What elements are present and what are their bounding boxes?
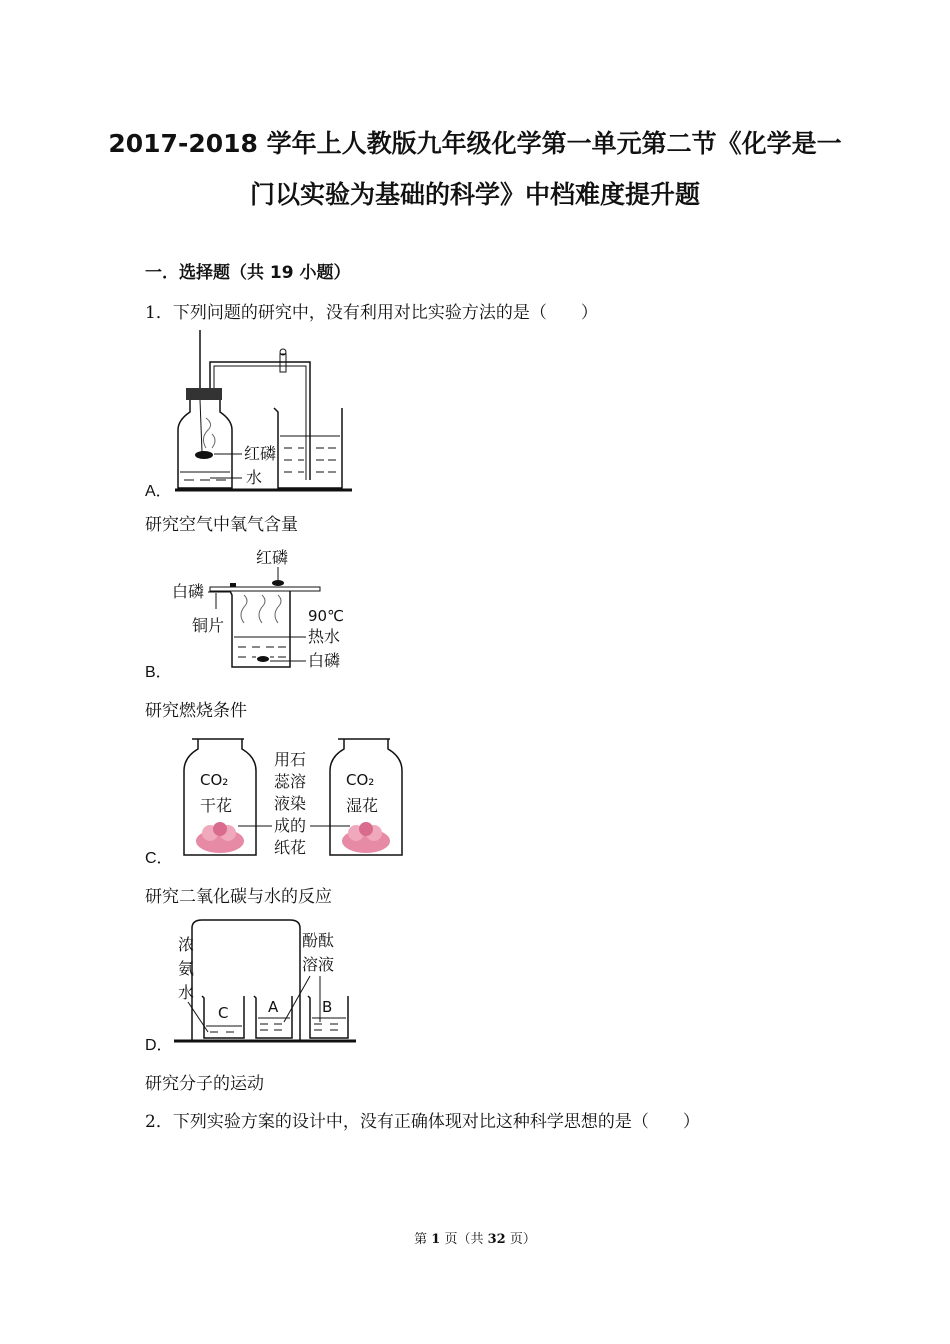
- label-wet-flower: 湿花: [346, 796, 379, 815]
- label-ammonia-1: 浓: [178, 935, 195, 954]
- label-phenol-2: 溶液: [302, 955, 335, 974]
- label-center-5: 纸花: [274, 838, 307, 857]
- option-c-letter: C．: [145, 850, 173, 867]
- footer-total-pages: 32: [487, 1232, 506, 1247]
- option-a-caption: 研究空气中氧气含量: [145, 515, 298, 535]
- figure-a-oxygen-apparatus: [170, 330, 360, 495]
- label-beaker-a: A: [268, 998, 279, 1016]
- flower-icon: [196, 822, 244, 853]
- label-center-2: 蕊溶: [274, 772, 307, 791]
- label-white-phosphorus-top: 白磷: [172, 582, 205, 601]
- label-co2-left: CO₂: [200, 771, 229, 789]
- flower-icon: [342, 822, 390, 853]
- label-center-1: 用石: [274, 750, 307, 769]
- footer-page-number: 1: [431, 1232, 441, 1247]
- option-a-letter: A．: [145, 483, 172, 500]
- label-red-phosphorus: 红磷: [244, 444, 277, 463]
- section-heading: 一．选择题（共 19 小题）: [145, 263, 351, 283]
- label-water: 水: [246, 468, 263, 487]
- footer-prefix: 第: [414, 1232, 432, 1247]
- label-center-3: 液染: [274, 794, 307, 813]
- footer-suffix: 页）: [505, 1232, 536, 1247]
- figure-b-combustion-apparatus: [170, 545, 360, 675]
- option-d-letter: D．: [145, 1037, 173, 1054]
- label-co2-right: CO₂: [346, 771, 375, 789]
- label-white-phosphorus-bottom: 白磷: [308, 651, 341, 670]
- document-title-line-1: 2017-2018 学年上人教版九年级化学第一单元第二节《化学是一: [108, 129, 842, 158]
- option-b-letter: B．: [145, 664, 172, 681]
- question-2-stem: 2．下列实验方案的设计中，没有正确体现对比这种科学思想的是（ ）: [145, 1112, 700, 1132]
- option-d-caption: 研究分子的运动: [145, 1074, 264, 1094]
- label-ammonia-3: 水: [178, 983, 195, 1002]
- label-ammonia-2: 氨: [178, 959, 195, 978]
- question-1-stem: 1．下列问题的研究中，没有利用对比实验方法的是（ ）: [145, 303, 598, 323]
- figure-c-co2-jars: [180, 735, 410, 865]
- page-footer: [0, 1228, 950, 1247]
- label-copper-sheet: 铜片: [192, 616, 225, 635]
- figure-d-molecule-motion: [170, 918, 360, 1048]
- label-dry-flower: 干花: [200, 796, 233, 815]
- label-temperature: 90℃: [308, 607, 344, 625]
- label-center-4: 成的: [274, 816, 307, 835]
- label-phenol-1: 酚酞: [302, 931, 335, 950]
- option-c-caption: 研究二氧化碳与水的反应: [145, 887, 332, 907]
- label-beaker-c: C: [218, 1004, 229, 1022]
- label-beaker-b: B: [322, 998, 333, 1016]
- option-b-caption: 研究燃烧条件: [145, 701, 247, 721]
- label-red-phosphorus-b: 红磷: [256, 548, 289, 567]
- label-hot-water: 热水: [308, 627, 341, 646]
- footer-middle: 页（共: [440, 1232, 488, 1247]
- document-title-line-2: 门以实验为基础的科学》中档难度提升题: [249, 180, 700, 209]
